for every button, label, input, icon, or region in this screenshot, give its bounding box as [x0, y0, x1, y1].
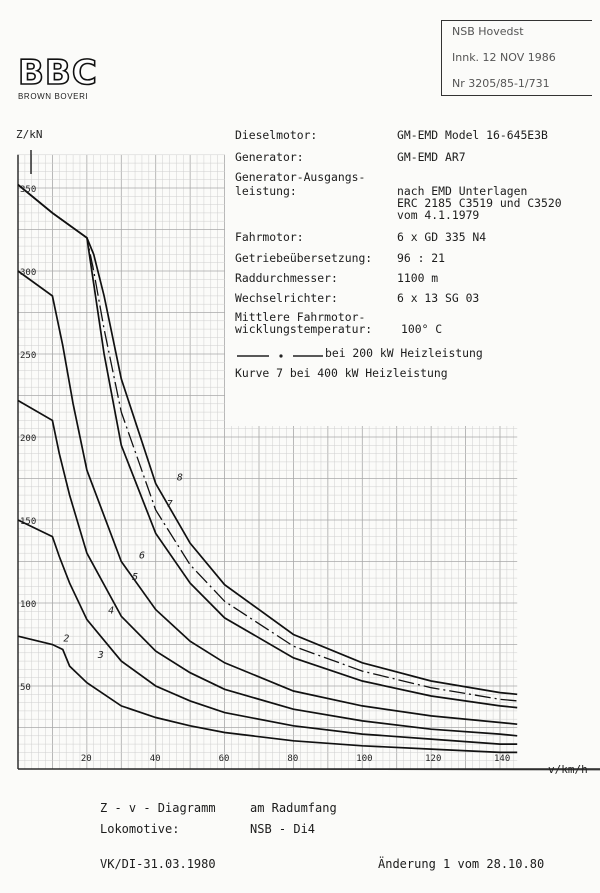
y-axis-label: Z/kN	[16, 128, 43, 141]
x-tick-label: 80	[287, 754, 299, 764]
document-reference: VK/DI-31.03.1980	[100, 857, 216, 871]
spec-label: Fahrmotor:	[235, 230, 304, 244]
x-tick-label: 140	[494, 754, 511, 764]
diagram-title-value: am Radumfang	[250, 801, 337, 815]
spec-value: nach EMD Unterlagen	[397, 184, 528, 198]
logo-letters: BBC	[18, 53, 98, 93]
locomotive-value: NSB - Di4	[250, 822, 316, 836]
spec-value: GM-EMD Model 16-645E3B	[397, 128, 548, 142]
spec-value: GM-EMD AR7	[397, 150, 466, 164]
curve-3	[18, 520, 517, 744]
y-tick-label: 350	[20, 185, 37, 195]
spec-panel	[225, 114, 600, 426]
curve-label: 2	[63, 633, 70, 645]
curve-label: 8	[176, 472, 183, 484]
legend-heating-200: bei 200 kW Heizleistung	[325, 346, 483, 360]
curve-label: 3	[97, 650, 104, 662]
spec-label: Mittlere Fahrmotor-	[235, 310, 366, 324]
y-tick-label: 250	[20, 351, 37, 361]
spec-label: Generator-Ausgangs-	[235, 170, 366, 184]
stamp-line-2: Innk. 12 NOV 1986	[452, 51, 556, 64]
x-tick-label: 100	[356, 754, 373, 764]
spec-value: vom 4.1.1979	[397, 208, 480, 222]
spec-value: 6 x 13 SG 03	[397, 291, 480, 305]
legend-curve-7: Kurve 7 bei 400 kW Heizleistung	[235, 366, 448, 380]
y-tick-label: 150	[20, 517, 37, 527]
spec-label: leistung:	[235, 184, 297, 198]
stamp-line-1: NSB Hovedst	[452, 25, 524, 38]
spec-value: 96 : 21	[397, 251, 446, 265]
diagram-title-label: Z - v - Diagramm	[100, 801, 216, 815]
spec-label: Generator:	[235, 150, 304, 164]
curve-label: 5	[132, 572, 139, 584]
spec-value: ERC 2185 C3519 und C3520	[397, 196, 562, 210]
curve-label: 7	[166, 499, 173, 511]
spec-label: Wechselrichter:	[235, 291, 338, 305]
stamp-line-3: Nr 3205/85-1/731	[452, 77, 550, 90]
locomotive-label: Lokomotive:	[100, 822, 180, 836]
spec-value: 1100 m	[397, 271, 439, 285]
x-axis-label: v/km/h	[548, 763, 588, 776]
curve-label: 4	[108, 605, 115, 617]
spec-value: 6 x GD 335 N4	[397, 230, 487, 244]
y-tick-label: 200	[20, 434, 37, 444]
legend-dash-sample	[235, 346, 325, 360]
x-tick-label: 40	[149, 754, 161, 764]
x-tick-label: 120	[425, 754, 442, 764]
x-tick-label: 20	[80, 754, 92, 764]
spec-label: Dieselmotor:	[235, 128, 318, 142]
spec-value: 100° C	[401, 322, 443, 336]
y-tick-label: 300	[20, 268, 37, 278]
x-tick-label: 60	[218, 754, 230, 764]
curve-4	[18, 401, 517, 736]
spec-label: Raddurchmesser:	[235, 271, 338, 285]
y-tick-label: 50	[20, 683, 31, 693]
spec-label: Getriebeübersetzung:	[235, 251, 373, 265]
y-tick-label: 100	[20, 600, 37, 610]
curve-label: 6	[139, 550, 146, 562]
spec-label: wicklungstemperatur:	[235, 322, 373, 336]
company-logo	[18, 53, 98, 101]
revision-note: Änderung 1 vom 28.10.80	[378, 857, 545, 871]
received-stamp	[441, 20, 592, 96]
logo-subtitle: BROWN BOVERI	[18, 92, 89, 101]
